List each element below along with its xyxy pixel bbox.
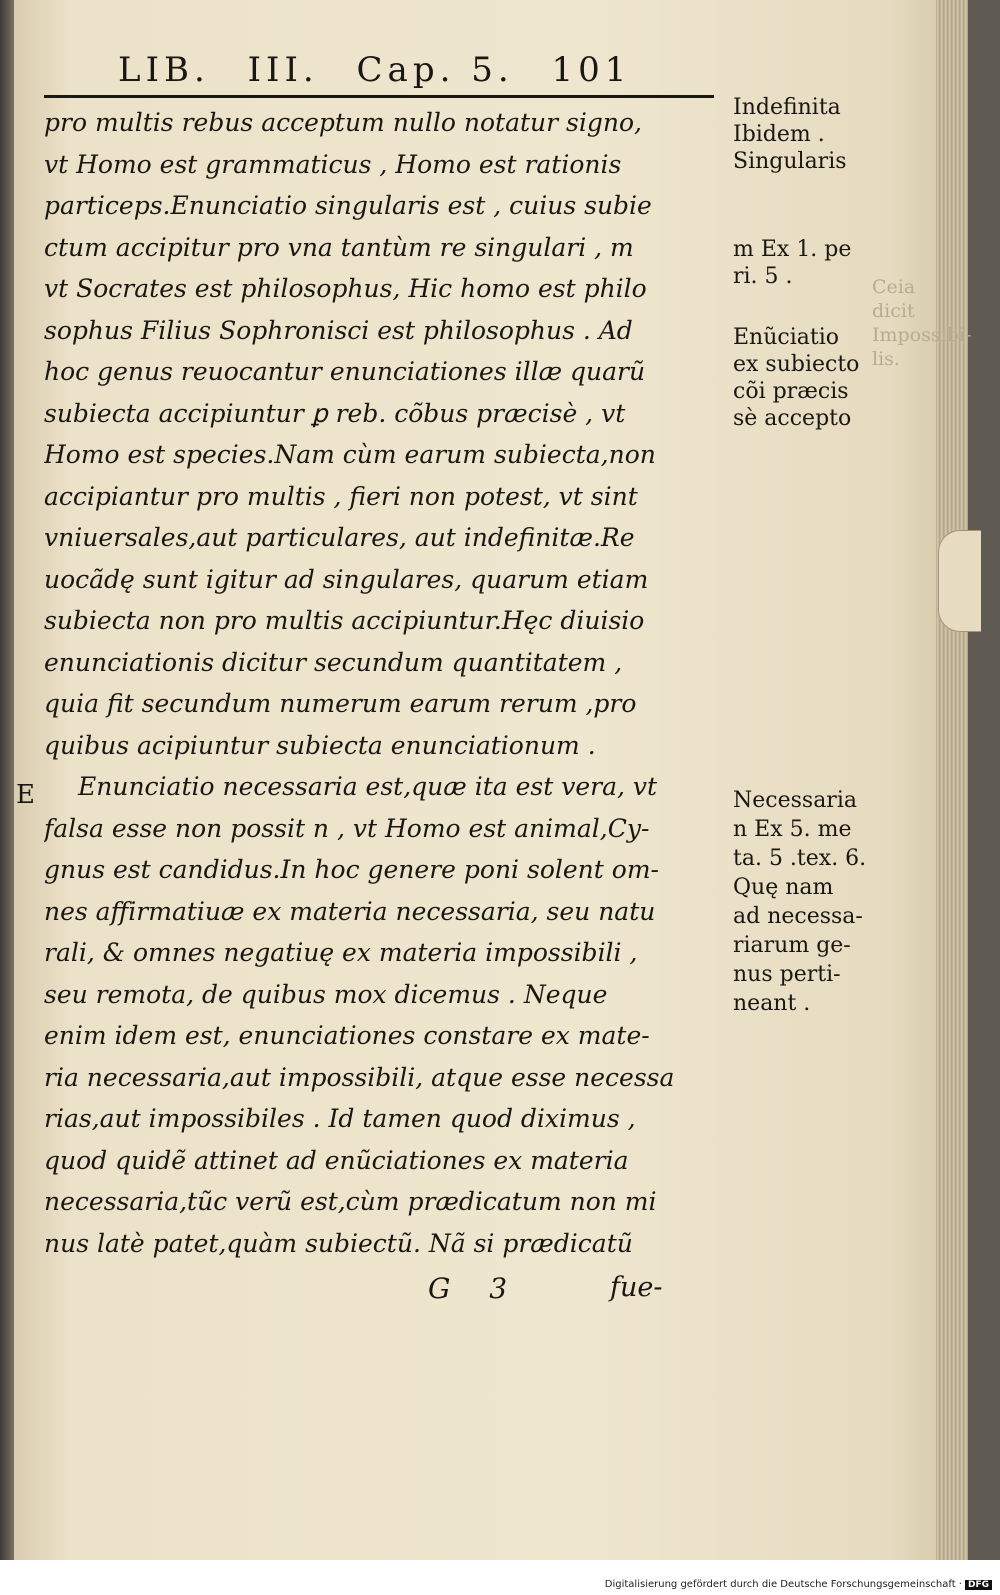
text-line: vt Homo est grammaticus , Homo est rationis [44,149,622,179]
text-line: Enunciatio necessaria est,quæ ita est vera, vt [78,772,658,801]
facing-page-edge [0,0,14,1560]
main-text [44,102,724,1264]
text-line: enim idem est, enunciationes constare ex mate- [44,1021,650,1050]
margin-note-necessaria [733,786,866,1018]
margin-line: ex subiecto [733,352,860,377]
text-line: Homo est species.Nam cùm earum subiecta,non [44,440,656,469]
text-line: sophus Filius Sophronisci est philosophus . Ad [44,315,633,345]
margin-note-enunciatio [733,324,859,432]
page-tab-marker [938,530,981,632]
margin-line: sè accepto [733,406,852,431]
text-line: subiecta accipiuntur ꝑ reb. cõbus præcisè , vt [44,398,626,428]
text-line: ria necessaria,aut impossibili, atque esse necessa [44,1062,675,1092]
text-line: uocãdę sunt igitur ad singulares, quarum etiam [44,564,649,594]
text-line: quia fit secundum numerum earum rerum ,pro [44,689,637,718]
text-line: nus latè patet,quàm subiectũ. Nã si prædicatũ [44,1228,633,1258]
text-line: nes affirmatiuæ ex materia necessaria, seu natu [44,896,656,926]
running-header [118,50,653,90]
section-letter: E [16,780,35,810]
text-line: seu remota, de quibus mox dicemus . Neque [44,979,608,1009]
margin-line: Singularis [733,149,847,174]
text-line: pro multis rebus acceptum nullo notatur signo, [44,108,642,137]
margin-line: riarum ge- [733,933,851,958]
text-line: subiecta non pro multis accipiuntur.Hęc diuisio [44,606,645,635]
signature-number: 3 [489,1272,508,1305]
margin-line: Ibidem . [733,122,825,147]
margin-line: nus perti- [733,962,841,987]
text-line: falsa esse non possit n , vt Homo est animal,Cy- [44,813,650,843]
page-stack-edge [936,0,968,1560]
text-line: hoc genus reuocantur enunciationes illæ quarũ [44,357,646,386]
header-lib: LIB. [118,50,210,90]
signature-letter: G [428,1272,451,1305]
text-line: rias,aut impossibiles . Id tamen quod diximus , [44,1104,636,1133]
margin-note-reference [733,236,851,290]
text-line: particeps.Enunciatio singularis est , cuius subie [44,191,652,220]
text-line: accipiantur pro multis , fieri non potest, vt sint [44,481,638,511]
margin-line: ad necessa- [733,904,863,929]
catchword: fue- [610,1272,663,1303]
margin-line: ta. 5 .tex. 6. [733,846,867,871]
margin-line: cõi præcis [733,379,849,404]
header-chapter: Cap. 5. [356,50,514,90]
footer-credit [605,1579,992,1590]
header-rule [44,95,714,98]
footer-credit-text: Digitalisierung gefördert durch die Deutsche Forschungsgemeinschaft · [604,1579,962,1590]
text-line: vniuersales,aut particulares, aut indefinitæ.Re [44,523,635,552]
margin-line: Indefinita [733,95,841,120]
header-book: III. [247,50,319,90]
text-line: rali, & omnes negatiuę ex materia impossibili , [44,938,638,967]
text-line: gnus est candidus.In hoc genere poni solent om- [44,855,659,884]
text-line: vt Socrates est philosophus, Hic homo est philo [44,274,647,303]
text-line: ctum accipitur pro vna tantùm re singulari , m [44,232,634,262]
margin-line: ri. 5 . [733,264,793,289]
margin-line: n Ex 5. me [733,817,852,842]
margin-line: neant . [733,991,811,1016]
margin-line: Enũciatio [733,325,839,350]
signature-mark [428,1272,537,1305]
margin-line: m Ex 1. pe [733,237,852,262]
page-number: 101 [551,50,632,90]
margin-line: Necessaria [733,788,857,813]
margin-note-indefinita [733,94,847,175]
text-line: necessaria,tũc verũ est,cùm prædicatum non mi [44,1187,657,1216]
dfg-logo: DFG [965,1580,992,1590]
text-line: enunciationis dicitur secundum quantitatem , [44,647,623,677]
bleed-through-text: Ceia dicit Impossibi- lis. [872,276,972,370]
text-line: quibus acipiuntur subiecta enunciationum . [44,730,596,760]
margin-line: Quę nam [733,875,834,900]
text-line: quod quidẽ attinet ad enũciationes ex materia [44,1145,629,1175]
